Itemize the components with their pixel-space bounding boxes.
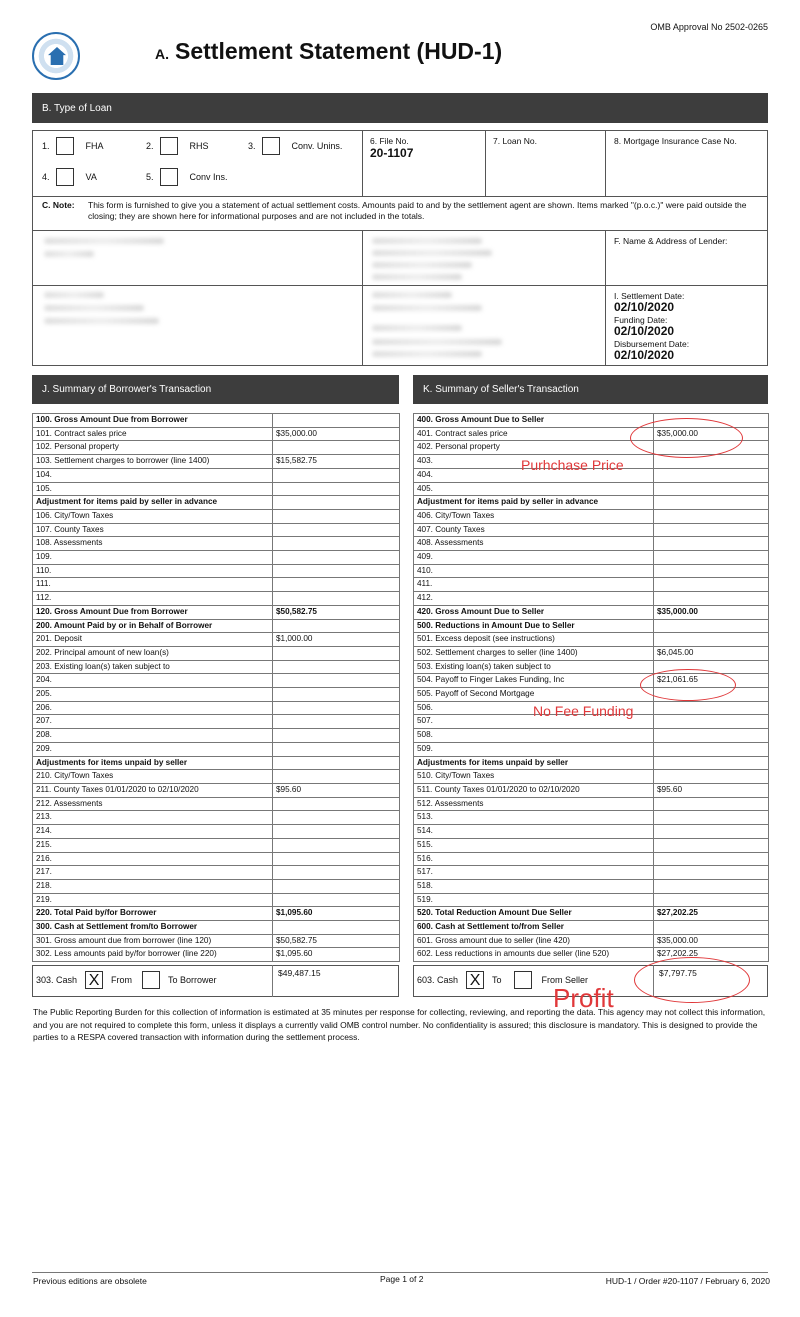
borrower-row-label: 215. [33,838,273,852]
borrower-row-value [273,578,400,592]
seller-row [414,537,769,551]
borrower-row-label: 103. Settlement charges to borrower (line 1400) [33,455,273,469]
seller-row-value [654,893,769,907]
seller-row-label: 402. Personal property [414,441,654,455]
borrower-row [33,756,400,770]
borrower-row-value [273,729,400,743]
borrower-row-label: 220. Total Paid by/for Borrower [33,907,273,921]
borrower-row [33,934,400,948]
file-no-value: 20-1107 [370,146,414,160]
seller-row-value: $21,061.65 [654,674,769,688]
borrower-row [33,523,400,537]
borrower-row-label: 209. [33,742,273,756]
seller-row-label: 515. [414,838,654,852]
borrower-row [33,646,400,660]
disbursement-date-value: 02/10/2020 [614,348,675,362]
settlement-date-value: 02/10/2020 [614,300,675,314]
seller-row-label: 412. [414,592,654,606]
seller-row [414,907,769,921]
borrower-row-label: 111. [33,578,273,592]
loan-option-rhs[interactable]: 2. RHS [146,137,209,155]
loan-option-conv-ins[interactable]: 5. Conv Ins. [146,168,228,186]
borrower-row-label: 213. [33,811,273,825]
borrower-row-label: 203. Existing loan(s) taken subject to [33,660,273,674]
profit-annotation: Profit [553,983,614,1013]
seller-row-label: 517. [414,866,654,880]
borrower-row [33,770,400,784]
va-checkbox[interactable] [56,168,74,186]
seller-summary-header: K. Summary of Seller's Transaction [413,375,768,404]
seller-row-label: 510. City/Town Taxes [414,770,654,784]
borrower-row [33,811,400,825]
seller-row [414,866,769,880]
borrower-row [33,715,400,729]
borrower-row-value [273,468,400,482]
borrower-row-value [273,742,400,756]
borrower-row-label: 210. City/Town Taxes [33,770,273,784]
borrower-row [33,564,400,578]
borrower-row-label: 107. County Taxes [33,523,273,537]
borrower-row-label: 100. Gross Amount Due from Borrower [33,414,273,428]
seller-row-label: 505. Payoff of Second Mortgage [414,688,654,702]
seller-row-value [654,564,769,578]
seller-row [414,564,769,578]
seller-row [414,756,769,770]
seller-row-value [654,592,769,606]
borrower-row-value: $15,582.75 [273,455,400,469]
borrower-row-label: 216. [33,852,273,866]
seller-row-value [654,496,769,510]
note-c-label: C. Note: [42,200,75,210]
borrower-row-value [273,797,400,811]
borrower-row-value [273,509,400,523]
borrower-row [33,893,400,907]
borrower-row-value: $35,000.00 [273,427,400,441]
borrower-row-value [273,482,400,496]
borrower-row-value [273,523,400,537]
seller-row-label: 502. Settlement charges to seller (line 1400) [414,646,654,660]
borrower-row [33,701,400,715]
borrower-row-value [273,688,400,702]
borrower-row [33,605,400,619]
seller-row-label: 410. [414,564,654,578]
seller-row [414,893,769,907]
conv-ins-checkbox[interactable] [160,168,178,186]
borrower-row [33,907,400,921]
borrower-row-label: 218. [33,879,273,893]
seller-row [414,633,769,647]
borrower-row [33,921,400,935]
seller-row-value: $27,202.25 [654,948,769,962]
seller-row-label: 409. [414,551,654,565]
seller-row-value: $6,045.00 [654,646,769,660]
borrower-row [33,592,400,606]
hud-seal-icon [32,32,80,80]
seller-row-label: 600. Cash at Settlement to/from Seller [414,921,654,935]
seller-cash-value: $7,797.75 [659,968,697,978]
footer-left: Previous editions are obsolete [33,1276,147,1286]
borrower-row-label: 110. [33,564,273,578]
borrower-row [33,866,400,880]
seller-row-value [654,523,769,537]
seller-row-label: 408. Assessments [414,537,654,551]
public-reporting-burden: The Public Reporting Burden for this collection of information is estimated at 35 minutes per response for collecting, reviewing, and reporting the data. This agency may not collect this information, and you are not required to complete this form, unless it displays a currently valid OMB control number. No confidentiality is assured; this disclosure is mandatory. This is designed to provide the parties to a RESPA covered transaction with information during the settlement process. [33,1007,766,1042]
lender-label: F. Name & Address of Lender: [614,236,728,246]
rhs-checkbox[interactable] [160,137,178,155]
borrower-row [33,441,400,455]
seller-row-value [654,729,769,743]
seller-row-label: 509. [414,742,654,756]
borrower-row-label: 105. [33,482,273,496]
borrower-row-value [273,619,400,633]
loan-no-label: 7. Loan No. [493,136,537,146]
seller-row-value [654,551,769,565]
seller-row-label: 400. Gross Amount Due to Seller [414,414,654,428]
borrower-row-value: $1,095.60 [273,907,400,921]
borrower-row [33,482,400,496]
seller-row-value [654,701,769,715]
borrower-row-value [273,674,400,688]
borrower-row [33,729,400,743]
seller-row-label: 420. Gross Amount Due to Seller [414,605,654,619]
borrower-row [33,427,400,441]
borrower-row-label: 200. Amount Paid by or in Behalf of Borrower [33,619,273,633]
seller-row-value: $35,000.00 [654,605,769,619]
borrower-row [33,879,400,893]
borrower-summary-table [32,413,400,962]
borrower-row [33,537,400,551]
borrower-row-value [273,701,400,715]
seller-row-value [654,879,769,893]
seller-row-value [654,468,769,482]
seller-row-label: Adjustment for items paid by seller in advance [414,496,654,510]
seller-row [414,921,769,935]
seller-row-value [654,578,769,592]
borrower-row-value [273,660,400,674]
borrower-row-label: 202. Principal amount of new loan(s) [33,646,273,660]
seller-row [414,551,769,565]
funding-date-label: Funding Date: [614,315,668,325]
borrower-row-label: Adjustments for items unpaid by seller [33,756,273,770]
seller-row [414,797,769,811]
seller-row-label: 512. Assessments [414,797,654,811]
seller-row-value [654,633,769,647]
seller-row [414,482,769,496]
borrower-row-label: 109. [33,551,273,565]
seller-row-value [654,825,769,839]
seller-row [414,852,769,866]
seller-row [414,838,769,852]
seller-row-label: 506. [414,701,654,715]
seller-row-value [654,797,769,811]
borrower-row [33,633,400,647]
seller-row-value [654,482,769,496]
borrower-row-value [273,852,400,866]
borrower-row-label: 108. Assessments [33,537,273,551]
borrower-row [33,825,400,839]
borrower-row [33,674,400,688]
settlement-date-label: I. Settlement Date: [614,291,685,301]
seller-row-label: 518. [414,879,654,893]
seller-row-label: 407. County Taxes [414,523,654,537]
borrower-row [33,948,400,962]
borrower-row-label: 208. [33,729,273,743]
seller-row-value [654,715,769,729]
borrower-row-label: 201. Deposit [33,633,273,647]
borrower-row-label: 219. [33,893,273,907]
seller-row-value [654,852,769,866]
seller-row-label: 404. [414,468,654,482]
seller-row [414,879,769,893]
borrower-row-value: $95.60 [273,783,400,797]
seller-row-label: 406. City/Town Taxes [414,509,654,523]
borrower-cash-to-checkbox[interactable] [142,971,160,989]
borrower-row-value [273,879,400,893]
section-b-header: B. Type of Loan [32,93,768,123]
no-fee-funding-annotation: No Fee Funding [533,703,634,719]
borrower-row-value [273,838,400,852]
borrower-cash-label: 303. Cash X From To Borrower [36,972,217,989]
purchase-price-circle [630,418,743,458]
borrower-row-label: 207. [33,715,273,729]
borrower-row [33,688,400,702]
borrower-cash-value: $49,487.15 [278,968,321,978]
seller-row [414,825,769,839]
borrower-row-value [273,756,400,770]
borrower-row [33,660,400,674]
seller-row-label: 602. Less reductions in amounts due seller (line 520) [414,948,654,962]
seller-row-value [654,619,769,633]
borrower-row [33,619,400,633]
seller-row [414,729,769,743]
seller-row-label: 508. [414,729,654,743]
seller-row [414,770,769,784]
borrower-row-value [273,825,400,839]
borrower-row-value [273,811,400,825]
seller-row-value [654,866,769,880]
borrower-row-label: 300. Cash at Settlement from/to Borrower [33,921,273,935]
borrower-row-value [273,537,400,551]
borrower-row-value [273,866,400,880]
borrower-row-label: 217. [33,866,273,880]
seller-row-label: 405. [414,482,654,496]
seller-row-label: 503. Existing loan(s) taken subject to [414,660,654,674]
borrower-row-label: 212. Assessments [33,797,273,811]
seller-row [414,605,769,619]
note-c-text: This form is furnished to give you a statement of actual settlement costs. Amounts paid to and by the settlement agent are shown. Items marked "(p.o.c.)" were paid outside the closing; they are shown here for informational purposes and are not included in the totals. [88,200,747,221]
borrower-row-value [273,893,400,907]
borrower-row [33,509,400,523]
file-no-label: 6. File No. [370,136,409,146]
borrower-row [33,496,400,510]
seller-row-label: 501. Excess deposit (see instructions) [414,633,654,647]
seller-row [414,619,769,633]
seller-row-label: 401. Contract sales price [414,427,654,441]
borrower-row-value [273,921,400,935]
seller-row-value [654,811,769,825]
no-fee-funding-circle [640,669,736,701]
borrower-row-label: 205. [33,688,273,702]
conv-unins-checkbox[interactable] [262,137,280,155]
footer-right: HUD-1 / Order #20-1107 / February 6, 2020 [605,1276,770,1286]
borrower-row-value: $1,095.60 [273,948,400,962]
seller-row-label: 504. Payoff to Finger Lakes Funding, Inc [414,674,654,688]
borrower-row-value [273,441,400,455]
seller-row-label: 516. [414,852,654,866]
seller-row-label: 519. [414,893,654,907]
borrower-summary-header: J. Summary of Borrower's Transaction [32,375,399,404]
borrower-row-label: 102. Personal property [33,441,273,455]
borrower-row-label: 302. Less amounts paid by/for borrower (line 220) [33,948,273,962]
borrower-row-value: $50,582.75 [273,605,400,619]
borrower-row-label: 214. [33,825,273,839]
borrower-row [33,852,400,866]
borrower-row-label: 101. Contract sales price [33,427,273,441]
seller-cash-label: 603. Cash X To From Seller [417,972,589,989]
mortgage-insurance-label: 8. Mortgage Insurance Case No. [614,136,737,146]
borrower-row-label: 204. [33,674,273,688]
borrower-row-label: 301. Gross amount due from borrower (line 120) [33,934,273,948]
seller-row-label: 513. [414,811,654,825]
borrower-row-value [273,414,400,428]
profit-circle [634,957,750,1003]
seller-cash-to-checkbox[interactable]: X [466,971,484,989]
borrower-row-value [273,592,400,606]
borrower-row-value [273,496,400,510]
seller-row-value: $95.60 [654,783,769,797]
seller-row [414,523,769,537]
seller-row-value [654,838,769,852]
borrower-row [33,783,400,797]
borrower-row-value [273,646,400,660]
seller-row [414,496,769,510]
seller-row-label: 507. [414,715,654,729]
borrower-row [33,414,400,428]
seller-row-label: 511. County Taxes 01/01/2020 to 02/10/2020 [414,783,654,797]
seller-row [414,646,769,660]
seller-row-label: 403. [414,455,654,469]
borrower-row [33,578,400,592]
borrower-row [33,468,400,482]
borrower-row-label: Adjustment for items paid by seller in advance [33,496,273,510]
seller-cash-from-checkbox[interactable] [514,971,532,989]
seller-row-value [654,756,769,770]
borrower-row-value: $50,582.75 [273,934,400,948]
borrower-row-label: 104. [33,468,273,482]
borrower-row-label: 120. Gross Amount Due from Borrower [33,605,273,619]
page-number: Page 1 of 2 [380,1274,424,1284]
borrower-cash-from-checkbox[interactable]: X [85,971,103,989]
borrower-row [33,797,400,811]
loan-option-va[interactable]: 4. VA [42,168,97,186]
borrower-row [33,742,400,756]
loan-option-conv-unins[interactable]: 3. Conv. Unins. [248,137,342,155]
borrower-row-value: $1,000.00 [273,633,400,647]
seller-row-value [654,770,769,784]
omb-approval: OMB Approval No 2502-0265 [650,22,768,32]
seller-row-label: 500. Reductions in Amount Due to Seller [414,619,654,633]
seller-row-value [654,537,769,551]
seller-row-label: 601. Gross amount due to seller (line 420) [414,934,654,948]
seller-row-value [654,742,769,756]
seller-row-value: $35,000.00 [654,934,769,948]
borrower-row-value [273,715,400,729]
funding-date-value: 02/10/2020 [614,324,675,338]
fha-checkbox[interactable] [56,137,74,155]
borrower-row-label: 211. County Taxes 01/01/2020 to 02/10/2020 [33,783,273,797]
seller-row [414,811,769,825]
seller-row-label: 411. [414,578,654,592]
seller-row-value: $27,202.25 [654,907,769,921]
borrower-row-label: 106. City/Town Taxes [33,509,273,523]
seller-row-label: 520. Total Reduction Amount Due Seller [414,907,654,921]
seller-row-label: 514. [414,825,654,839]
seller-row-value [654,921,769,935]
seller-row-value [654,509,769,523]
borrower-row-value [273,564,400,578]
borrower-row-value [273,770,400,784]
seller-row [414,742,769,756]
borrower-row-label: 112. [33,592,273,606]
seller-row-label: Adjustments for items unpaid by seller [414,756,654,770]
loan-option-fha[interactable]: 1. FHA [42,137,104,155]
borrower-row-label: 206. [33,701,273,715]
borrower-row [33,455,400,469]
seller-row [414,783,769,797]
seller-row [414,578,769,592]
seller-row-value: $35,000.00 [654,427,769,441]
borrower-row [33,838,400,852]
seller-row [414,934,769,948]
disbursement-date-label: Disbursement Date: [614,339,690,349]
borrower-row-value [273,551,400,565]
seller-row [414,592,769,606]
borrower-row [33,551,400,565]
seller-row [414,509,769,523]
page-title: A. Settlement Statement (HUD-1) [155,38,503,64]
purchase-price-annotation: Purhchase Price [521,457,624,473]
